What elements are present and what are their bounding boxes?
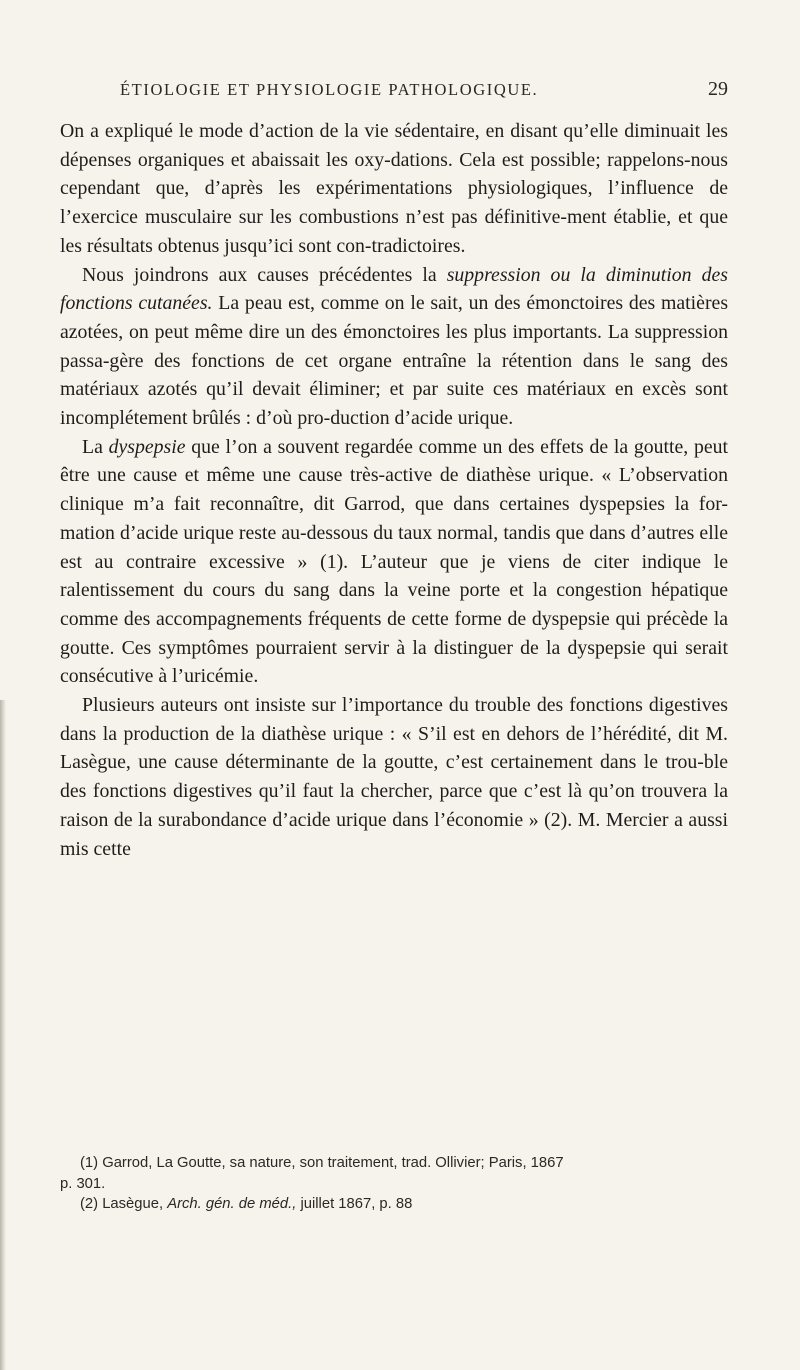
- emphasis-text: suppression ou la diminution des fonctions cutanées.: [60, 263, 729, 315]
- footnote-text: (2) Lasègue,: [80, 1196, 168, 1212]
- footnote-2: [80, 1194, 728, 1215]
- paragraph-sedentary-life: On a expliqué le mode d’action de la vie sédentaire, en disant qu’elle diminuait les dépenses organiques et abaissait les oxy-dations. Cela est possible; rappelons-nous cependant que, d’après les expérimentations physiologiques, l’influence de l’exercice musculaire sur les combustions n’est pas définitive-ment établie, et que les résultats obtenus jusqu’ici sont con-tradictoires.: [60, 120, 728, 257]
- paragraph-text: La: [82, 435, 109, 458]
- page-edge-shadow: [0, 700, 6, 1370]
- footnotes: [60, 1153, 728, 1215]
- paragraph-cutaneous-functions: [60, 261, 728, 433]
- page-number: 29: [708, 78, 728, 100]
- paragraph-dyspepsia: [60, 433, 728, 691]
- paragraph-text: que l’on a souvent regardée comme un des effets de la goutte, peut être une cause et même une cause très-active de diathèse urique. « L’observation clinique m’a fait reconnaître, dit Garrod, que dans certaines dyspepsies la for-mation d’acide urique reste au-dessous du taux normal, tandis que dans d’autres elle est au contraire excessive » (1). L’auteur que je viens de citer indique le ralentissement du cours du sang dans la veine porte et la congestion hépatique comme des accompagnements fréquents de cette forme de dyspepsie qui précède la goutte. Ces symptômes pourraient servir à la distinguer de la dyspepsie qui serait consécutive à l’uricémie.: [60, 435, 728, 688]
- footnote-1: (1) Garrod, La Goutte, sa nature, son traitement, trad. Ollivier; Paris, 1867: [80, 1155, 564, 1171]
- paragraph-text: Nous joindrons aux causes précédentes la: [82, 263, 447, 286]
- footnote-1-continuation: p. 301.: [60, 1175, 106, 1192]
- body-text: [60, 117, 728, 863]
- emphasis-text: dyspepsie: [108, 435, 186, 458]
- running-title: ÉTIOLOGIE ET PHYSIOLOGIE PATHOLOGIQUE.: [120, 80, 539, 99]
- footnote-journal-title: Arch. gén. de méd.,: [167, 1196, 297, 1212]
- paragraph-text: La peau est, comme on le sait, un des émonctoires des matières azotées, on peut même dire un des émonctoires les plus importants. La suppression passa-gère des fonctions de cet organe entraîne la rétention dans le sang des matériaux azotés qu’il devait éliminer; et par suite ces matériaux en excès sont incomplétement brûlés : d’où pro-duction d’acide urique.: [60, 292, 729, 430]
- paragraph-digestive-functions: Plusieurs auteurs ont insiste sur l’importance du trouble des fonctions digestives dans la production de la diathèse urique : « S’il est en dehors de l’hérédité, dit M. Lasègue, une cause déterminante de la goutte, c’est certainement dans le trou-ble des fonctions digestives qu’il faut la chercher, parce que c’est là qu’on trouvera la raison de la surabondance d’acide urique dans l’économie » (2). M. Mercier a aussi mis cette: [60, 694, 728, 860]
- page-header: [60, 78, 728, 108]
- footnote-text: juillet 1867, p. 88: [296, 1196, 413, 1212]
